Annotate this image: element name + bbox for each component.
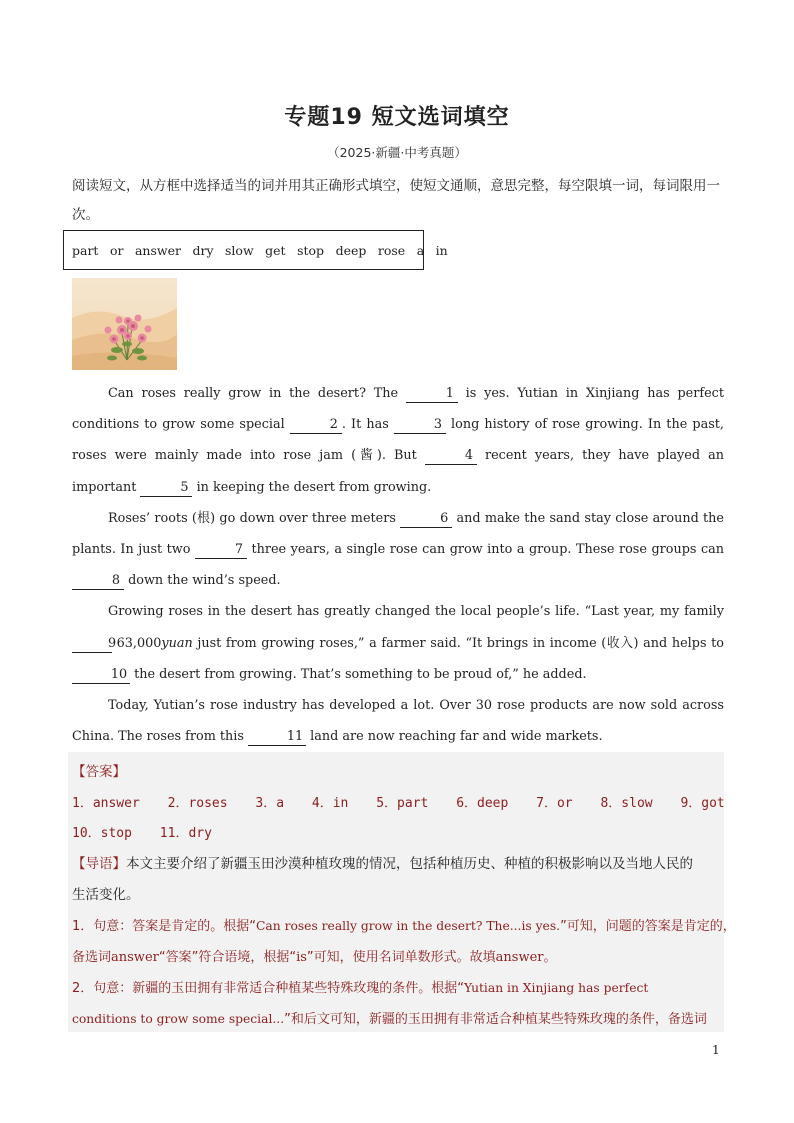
explanation-1-line-2: 备选词answer“答案”符合语境，根据“is”可知，使用名词单数形式。故填answer。 — [72, 950, 557, 965]
answer-section — [68, 752, 736, 1032]
passage-paragraph-3: Growing roses in the desert has greatly changed the local people’s life. “Last year, my family 9 63,000yuan just from growing roses,” a farmer said. “It brings in income (收入) and helps to 10 the desert from growing. That’s something to be proud of,” he added. — [72, 596, 724, 690]
guide-line-1: 【导语】本文主要介绍了新疆玉田沙漠种植玫瑰的情况，包括种植历史、种植的积极影响以及当地人民的 — [72, 856, 693, 872]
word-bank-item: slow — [225, 242, 254, 258]
passage-paragraph-1: Can roses really grow in the desert? The 1 is yes. Yutian in Xinjiang has perfect conditions to grow some special 2 . It has 3 long history of rose growing. In the past, roses were mainly made into rose jam (酱). But 4 recent years, they have played an important 5 in keeping the desert from growing. — [72, 386, 724, 495]
answer-row-2: 10．stop 11．dry — [72, 826, 212, 841]
passage-paragraph-2: Roses’ roots (根) go down over three meters 6 and make the sand stay close around the plants. In just two 7 three years, a single rose can grow into a group. These rose groups can 8 down the wind’s speed. — [72, 510, 725, 589]
blank-7[interactable]: 7 — [195, 542, 247, 559]
word-bank-item: deep — [335, 242, 367, 258]
word-bank-item: rose — [377, 242, 406, 258]
blank-1[interactable]: 1 — [406, 386, 458, 403]
word-bank-item: or — [109, 242, 124, 258]
answer-heading: 【答案】 — [72, 764, 126, 780]
blank-9[interactable]: 9 — [72, 636, 112, 653]
word-bank-item: part — [72, 242, 99, 258]
guide-line-2: 生活变化。 — [72, 887, 140, 903]
passage-paragraph-4: Today, Yutian’s rose industry has developed a lot. Over 30 rose products are now sold across China. The roses from this 11 land are now reaching far and wide markets. — [72, 698, 724, 745]
page-title: 专题19 短文选词填空 — [284, 105, 510, 130]
reading-passage — [72, 378, 724, 752]
word-bank-item: answer — [134, 242, 181, 258]
page-number: 1 — [712, 1043, 720, 1057]
word-bank-item: get — [265, 242, 286, 258]
blank-10[interactable]: 10 — [72, 667, 130, 684]
answer-row-1: 1．answer 2．roses 3．a 4．in 5．part 6．deep 7．or 8．slow 9．got — [72, 796, 725, 811]
blank-8[interactable]: 8 — [72, 573, 124, 590]
word-bank-box — [63, 230, 448, 270]
explanation-1-line-1: 1．句意：答案是肯定的。根据“Can roses really grow in the desert? The...is yes.”可知，问题的答案是肯定的， — [72, 919, 736, 934]
blank-6[interactable]: 6 — [400, 511, 452, 528]
explanation-2-line-2: conditions to grow some special...”和后文可知，新疆的玉田拥有非常适合种植某些特殊玫瑰的条件，备选词 — [72, 1012, 707, 1027]
blank-3[interactable]: 3 — [394, 417, 446, 434]
instruction-text: 阅读短文，从方框中选择适当的词并用其正确形式填空，使短文通顺，意思完整，每空限填一词，每词限用一次。 — [72, 178, 720, 223]
blank-11[interactable]: 11 — [248, 729, 306, 746]
desert-roses-illustration — [72, 278, 177, 370]
word-bank-item: stop — [297, 242, 325, 258]
explanation-2-line-1: 2．句意：新疆的玉田拥有非常适合种植某些特殊玫瑰的条件。根据“Yutian in Xinjiang has perfect — [72, 981, 649, 996]
word-bank-item: dry — [192, 242, 214, 258]
word-bank-item: in — [435, 242, 448, 258]
blank-5[interactable]: 5 — [140, 480, 192, 497]
blank-4[interactable]: 4 — [425, 448, 477, 465]
source-subtitle: （2025·新疆·中考真题） — [327, 145, 467, 160]
blank-2[interactable]: 2 — [290, 417, 342, 434]
word-bank-item: a — [416, 242, 425, 258]
